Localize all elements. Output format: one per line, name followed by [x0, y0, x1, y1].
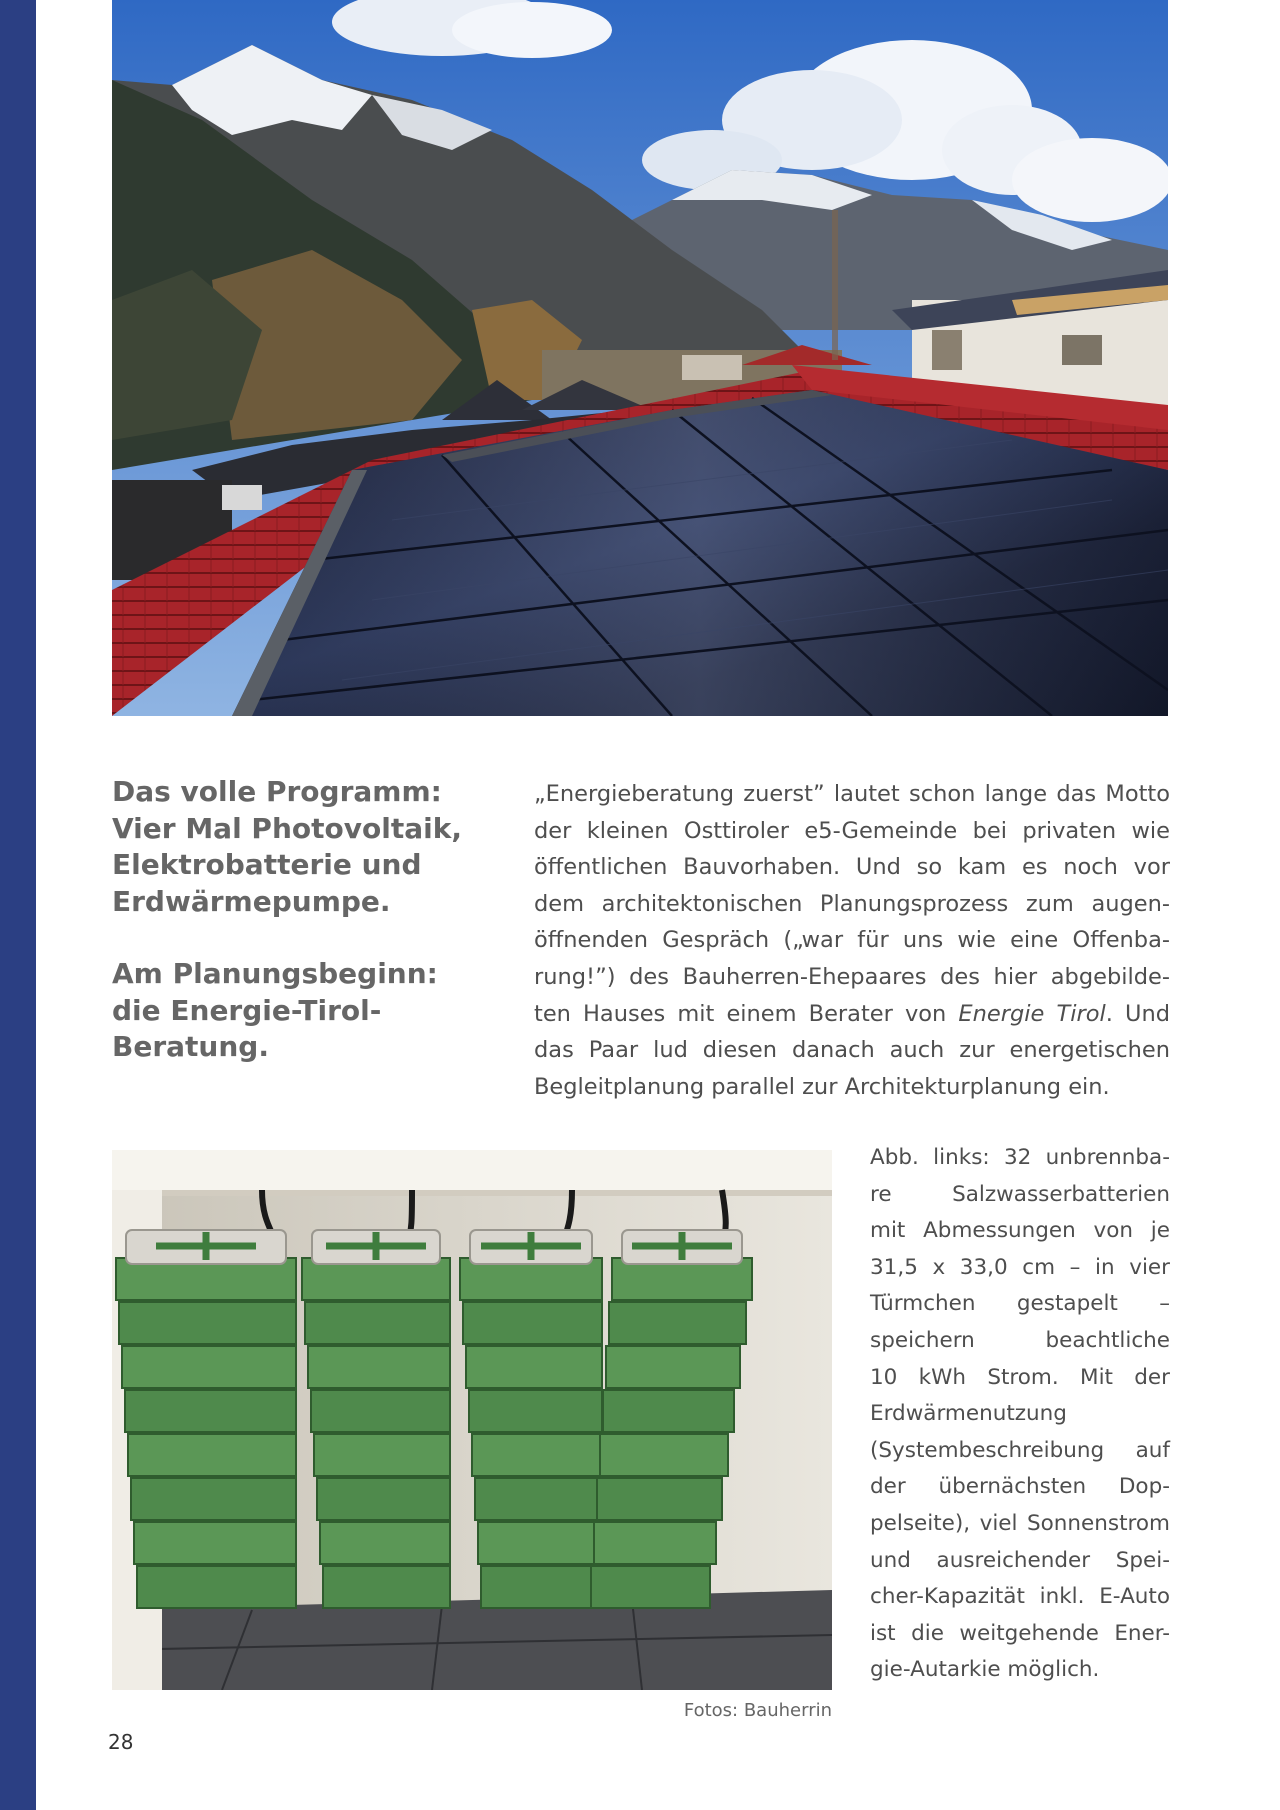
side-accent-bar — [0, 0, 36, 1810]
heading-line: Beratung. — [112, 1030, 269, 1063]
battery-crate — [320, 1522, 450, 1564]
body-text: ten Hauses mit einem Berater von — [534, 1000, 959, 1027]
caption-line: pelseite), viel Sonnenstrom — [870, 1510, 1170, 1536]
body-line: öffentlichen Bauvorhaben. Und so kam es noch vor — [534, 854, 1170, 881]
battery-crate — [128, 1434, 296, 1476]
battery-crate — [317, 1478, 450, 1520]
caption-line: Türmchen gestapelt – — [870, 1291, 1170, 1317]
caption-line: der übernächsten Dop- — [870, 1474, 1170, 1500]
caption-line: speichern beachtliche — [870, 1327, 1170, 1353]
battery-crate — [591, 1566, 710, 1608]
page-number: 28 — [108, 1730, 134, 1754]
battery-crate — [323, 1566, 450, 1608]
battery-crate — [606, 1346, 740, 1388]
battery-crate — [311, 1390, 450, 1432]
battery-crate — [131, 1478, 296, 1520]
battery-crate — [597, 1478, 722, 1520]
energie-tirol-text: Energie Tirol — [958, 1000, 1106, 1027]
battery-crate — [603, 1390, 734, 1432]
caption-line: (Systembeschreibung auf — [870, 1437, 1170, 1463]
heading-line: Am Planungsbeginn: — [112, 957, 438, 990]
battery-crate — [609, 1302, 746, 1344]
body-line — [534, 996, 1170, 1033]
battery-crate — [308, 1346, 450, 1388]
body-line: das Paar lud diesen danach auch zur energetischen — [534, 1037, 1170, 1064]
caption-line: mit Abmessungen von je — [870, 1218, 1170, 1244]
caption-line: Erdwärmenutzung — [870, 1401, 1067, 1427]
heading-program — [112, 774, 512, 920]
battery-crate — [600, 1434, 728, 1476]
photo-salt-water-batteries — [112, 1150, 832, 1690]
heading-line: die Energie-Tirol- — [112, 993, 382, 1027]
battery-crate — [134, 1522, 296, 1564]
heading-line: Vier Mal Photovoltaik, — [112, 811, 462, 845]
battery-crate — [475, 1478, 602, 1520]
caption-line: und ausreichender Spei- — [870, 1547, 1170, 1573]
battery-crate — [305, 1302, 450, 1344]
battery-crate — [122, 1346, 296, 1388]
heading-planning — [112, 956, 512, 1066]
heading-line: Erdwärmepumpe. — [112, 884, 391, 918]
caption-line: gie-Autarkie möglich. — [870, 1657, 1100, 1683]
body-line: „Energieberatung zuerst” lautet schon lange das Motto — [534, 781, 1170, 807]
caption-line: re Salzwasserbatterien — [870, 1181, 1170, 1207]
caption-line: Abb. links: 32 unbrennba- — [870, 1145, 1170, 1170]
battery-crate — [314, 1434, 450, 1476]
body-line: Begleitplanung parallel zur Architekturplanung ein. — [534, 1073, 1110, 1100]
body-line: rung!”) des Bauherren-Ehepaares des hier abgebilde- — [534, 963, 1170, 990]
photo-caption — [870, 1140, 1170, 1689]
battery-crate — [472, 1434, 602, 1476]
caption-line: cher-Kapazität inkl. E-Auto — [870, 1584, 1170, 1610]
caption-line: 10 kWh Strom. Mit der — [870, 1364, 1170, 1390]
battery-crate — [119, 1302, 296, 1344]
body-line: der kleinen Osttiroler e5-Gemeinde bei privaten wie — [534, 817, 1170, 844]
battery-crate — [469, 1390, 602, 1432]
photo-solar-roof — [112, 0, 1168, 716]
battery-crate — [478, 1522, 602, 1564]
photo-credit: Fotos: Bauherrin — [683, 1700, 832, 1721]
body-text: . Und — [1105, 1000, 1170, 1027]
battery-crate — [481, 1566, 602, 1608]
battery-crate — [466, 1346, 602, 1388]
body-line: dem architektonischen Planungsprozess zum augen- — [534, 890, 1170, 917]
battery-crate — [137, 1566, 296, 1608]
heading-line: Elektrobatterie und — [112, 848, 422, 881]
caption-line: ist die weitgehende Ener- — [870, 1620, 1170, 1646]
heading-line: Das volle Programm: — [112, 775, 442, 808]
battery-crate — [125, 1390, 296, 1432]
body-line: öffnenden Gespräch („war für uns wie eine Offenba- — [534, 927, 1170, 954]
caption-line: 31,5 x 33,0 cm – in vier — [870, 1254, 1170, 1280]
body-paragraph — [534, 776, 1170, 1105]
battery-crate — [463, 1302, 602, 1344]
battery-crate — [594, 1522, 716, 1564]
